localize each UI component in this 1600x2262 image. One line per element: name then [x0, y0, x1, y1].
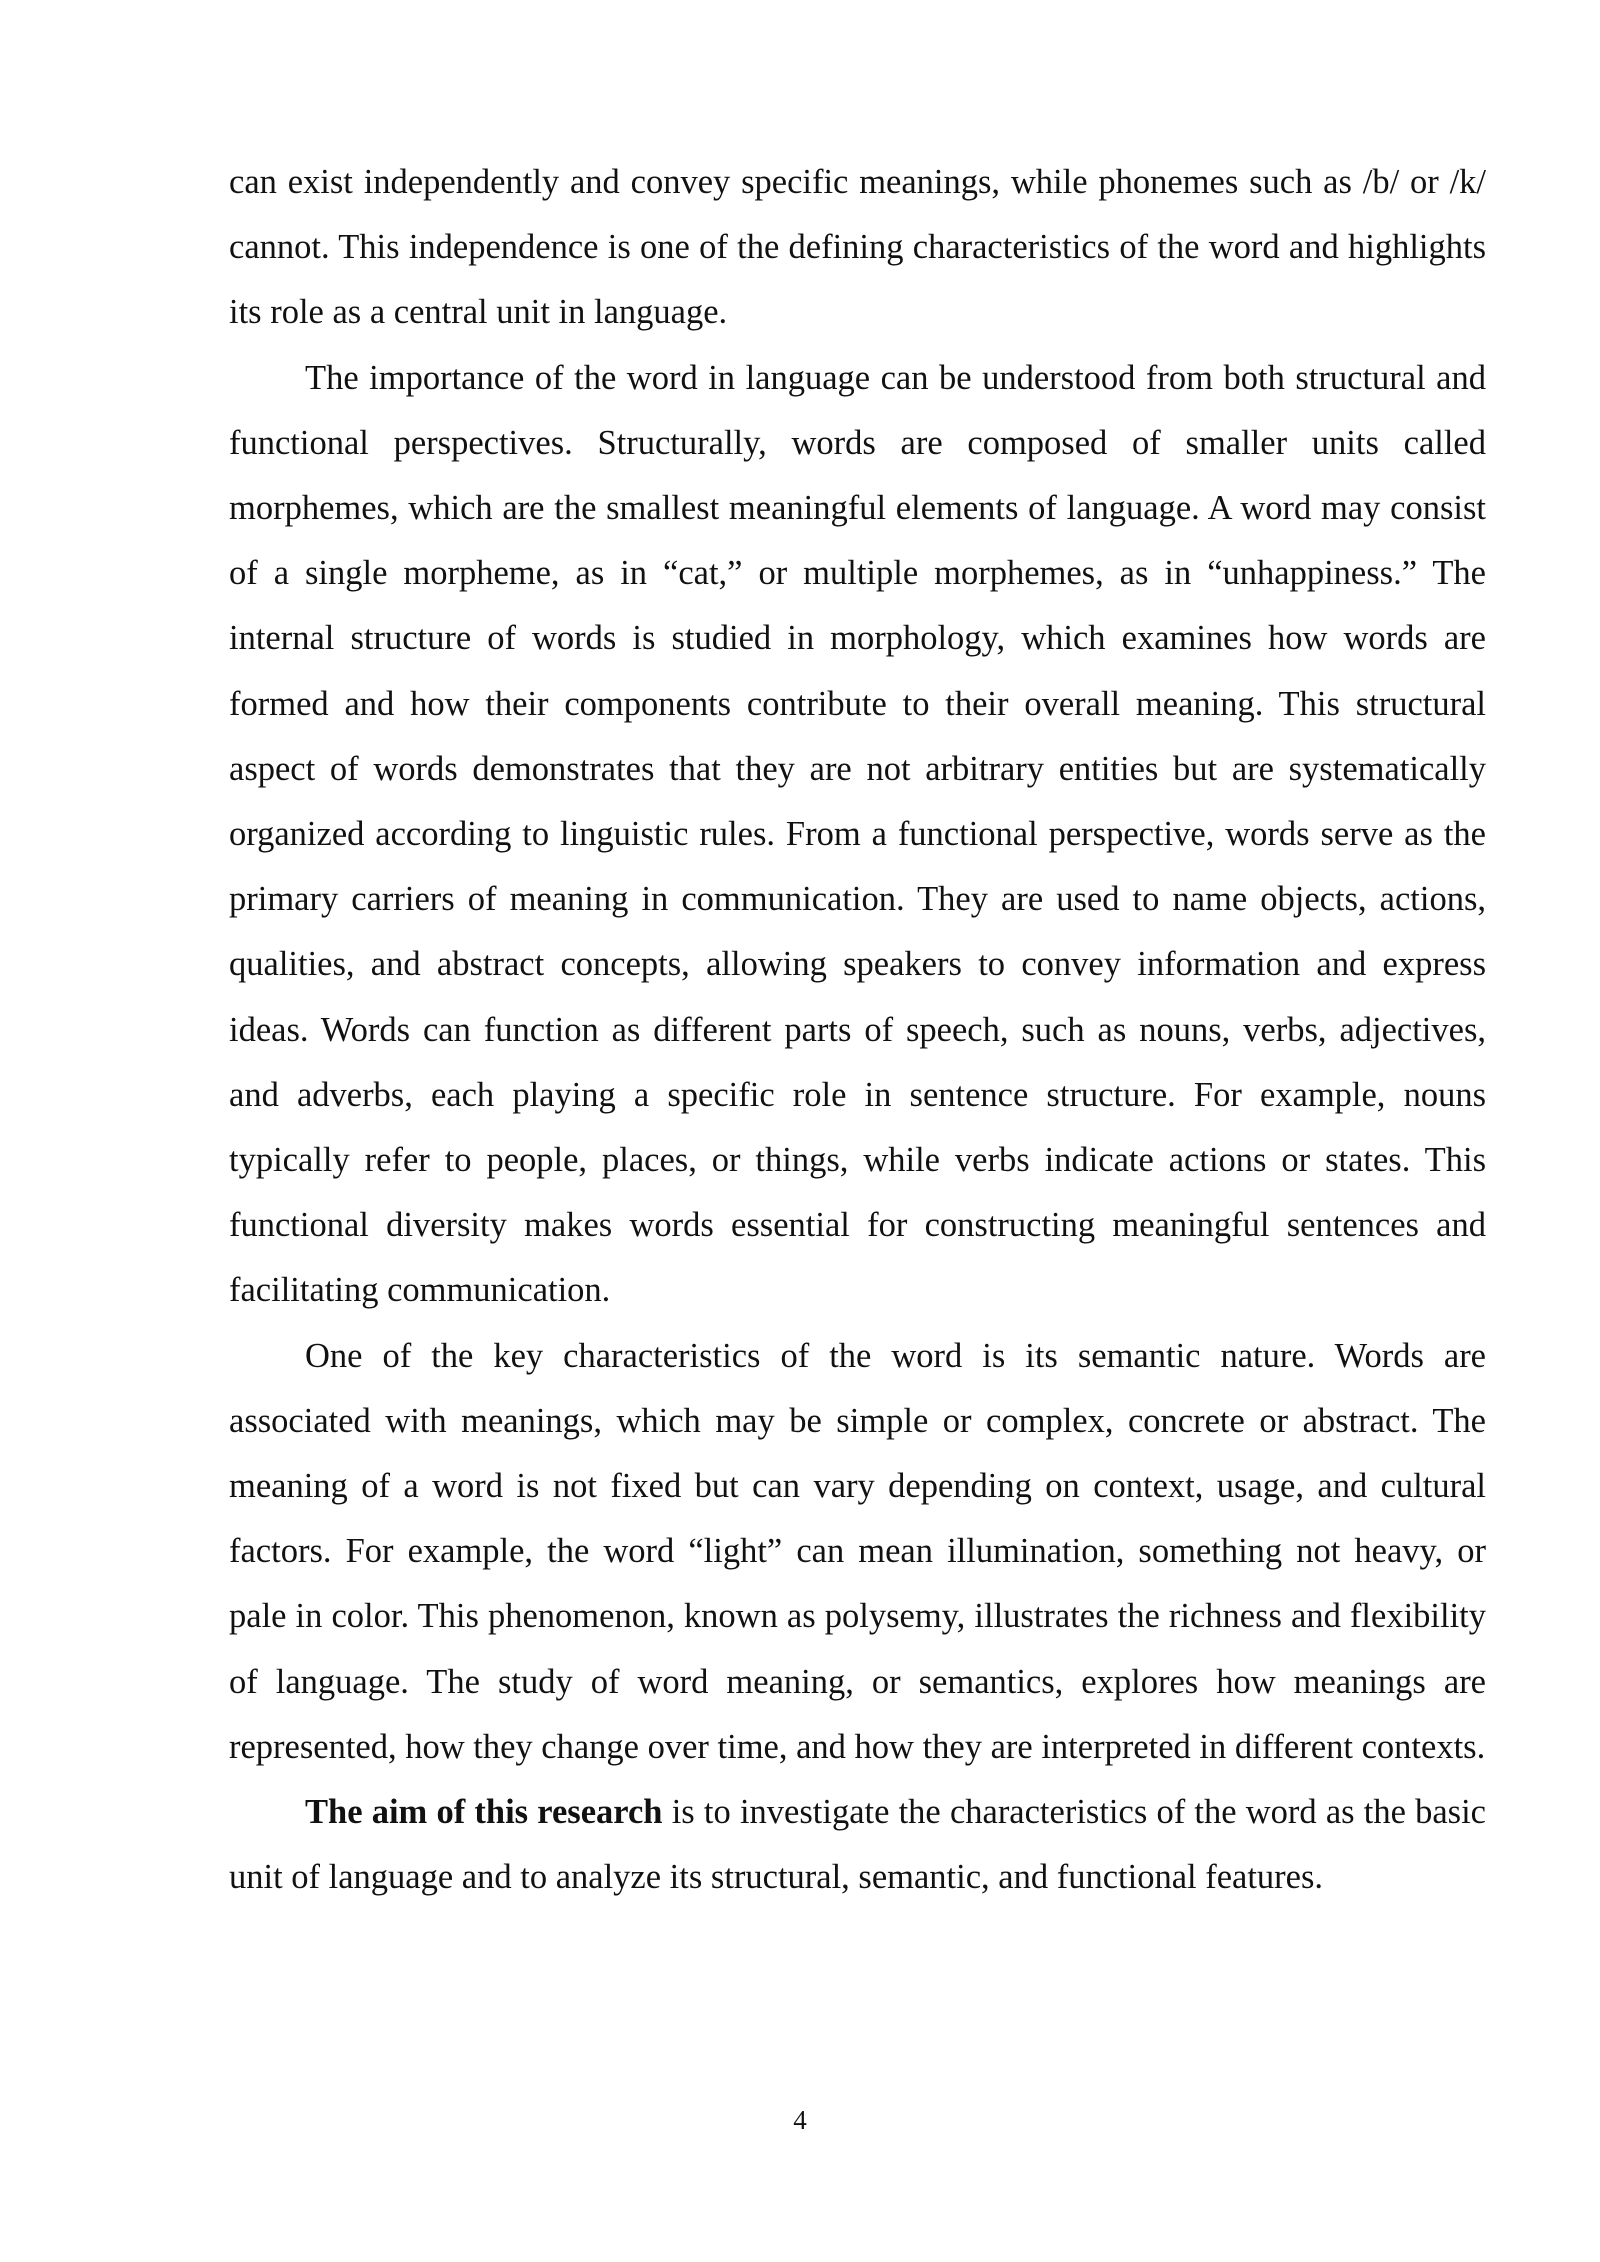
paragraph-research-aim	[229, 1780, 1486, 1910]
paragraph-text: The importance of the word in language can be understood from both structural and functional perspectives. Structurally, words are composed of smaller units called morphemes, which are the smallest meaningful elements of language. A word may consist of a single morpheme, as in “cat,” or multiple morphemes, as in “unhappiness.” The internal structure of words is studied in morphology, which examines how words are formed and how their components contribute to their overall meaning. This structural aspect of words demonstrates that they are not arbitrary entities but are systematically organized according to linguistic rules. From a functional perspective, words serve as the primary carriers of meaning in communication. They are used to name objects, actions, qualities, and abstract concepts, allowing speakers to convey information and express ideas. Words can function as different parts of speech, such as nouns, verbs, adjectives, and adverbs, each playing a specific role in sentence structure. For example, nouns typically refer to people, places, or things, while verbs indicate actions or states. This functional diversity makes words essential for constructing meaningful sentences and facilitating communication.	[229, 358, 1486, 1310]
paragraph-semantic-nature	[229, 1324, 1486, 1780]
paragraph-text: One of the key characteristics of the word is its semantic nature. Words are associated with meanings, which may be simple or complex, concrete or abstract. The meaning of a word is not fixed but can vary depending on context, usage, and cultural factors. For example, the word “light” can mean illumination, something not heavy, or pale in color. This phenomenon, known as polysemy, illustrates the richness and flexibility of language. The study of word meaning, or semantics, explores how meanings are represented, how they change over time, and how they are interpreted in different contexts.	[229, 1336, 1486, 1766]
paragraph-continuation	[229, 150, 1486, 346]
paragraph-text: is to investigate the characteristics of the word as the basic unit of language and to analyze its structural, semantic, and functional features.	[229, 1793, 1486, 1897]
page-number: 4	[793, 2105, 807, 2135]
paragraph-word-structure-function	[229, 346, 1486, 1324]
research-aim-lead: The aim of this research	[305, 1793, 663, 1832]
body-text	[229, 150, 1486, 1910]
paragraph-text: can exist independently and convey specific meanings, while phonemes such as /b/ or /k/ cannot. This independence is one of the defining characteristics of the word and highlights its role as a central unit in language.	[229, 163, 1486, 332]
